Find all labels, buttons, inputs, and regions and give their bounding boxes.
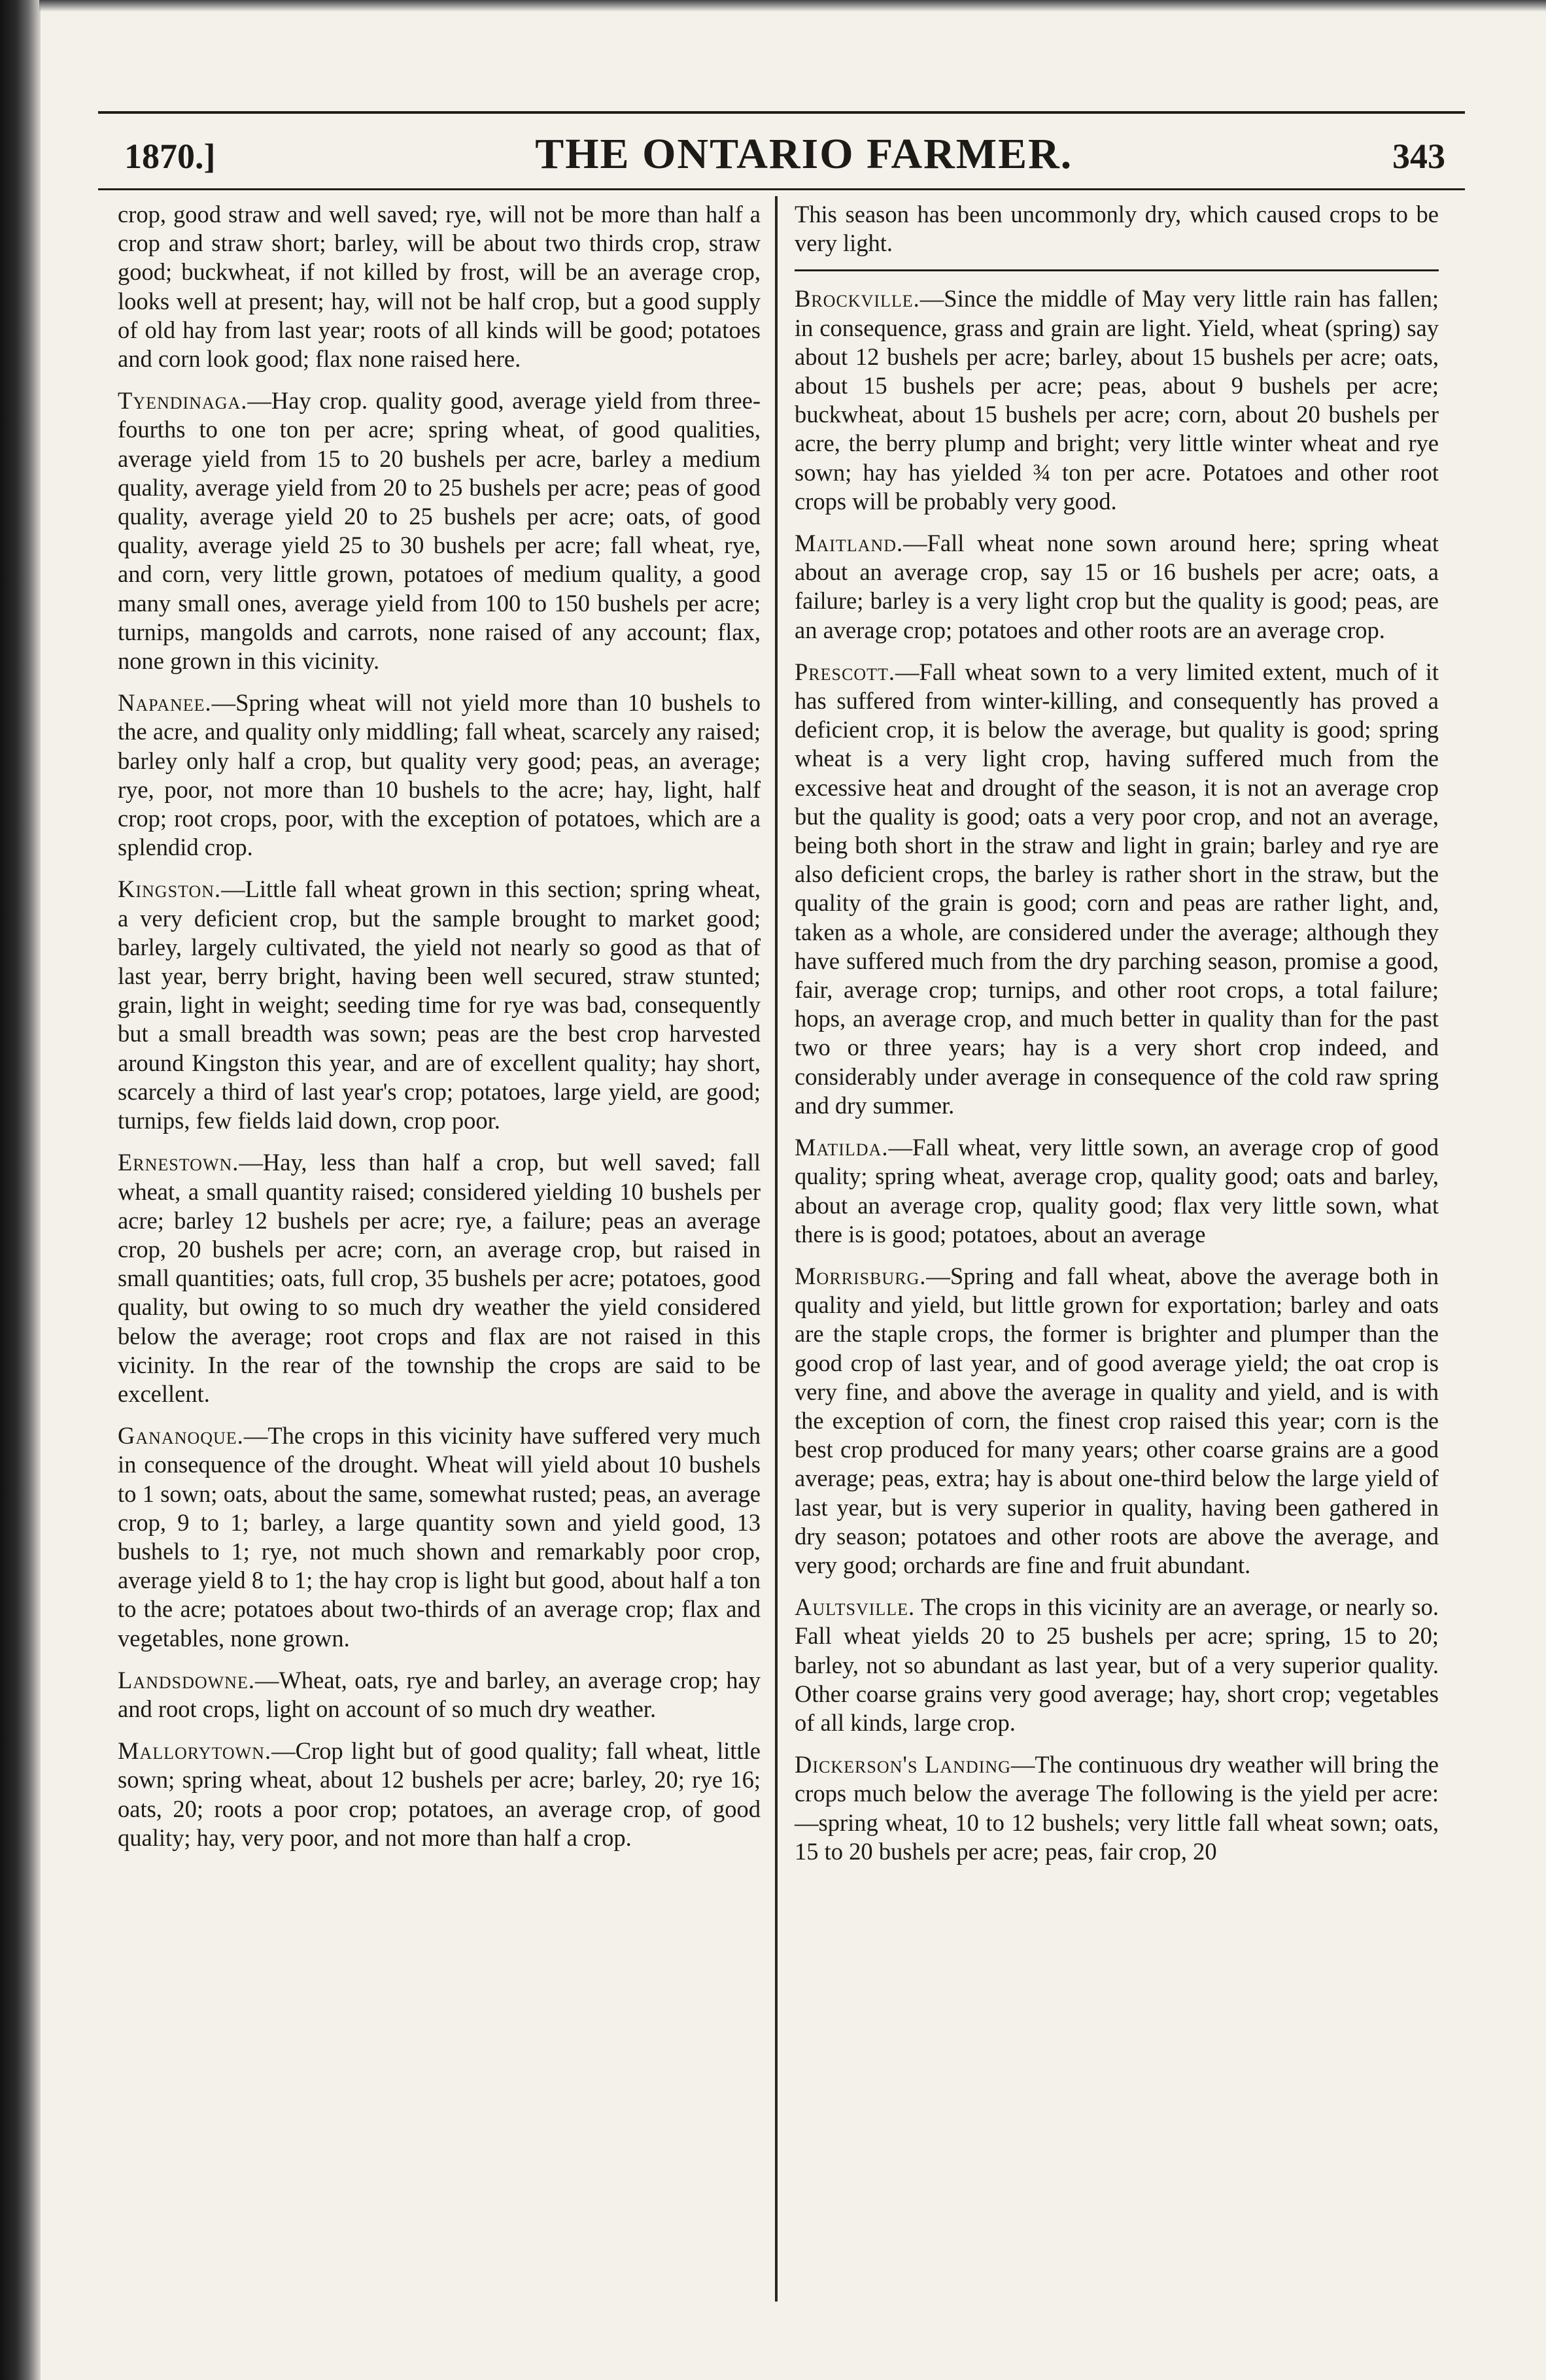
crop-report-maitland: Maitland.—Fall wheat none sown around here; spring wheat about an average crop, say 15 or 16 bushels per acre; oats, a failure; barley is a very light crop but the quality is good; peas, are an average crop; potatoes and other roots are an average crop. bbox=[795, 530, 1439, 643]
crop-report-paragraph: crop, good straw and well saved; rye, will not be more than half a crop and straw short; barley, will be about two thirds crop, straw good; buckwheat, if not killed by frost, will be an average crop, looks well at present; hay, will not be half crop, but a good supply of old hay from last year; roots of all kinds will be good; potatoes and corn look good; flax none raised here. bbox=[118, 201, 761, 373]
top-rule bbox=[98, 111, 1465, 114]
place-name: Kingston. bbox=[118, 876, 222, 903]
header-year: 1870.] bbox=[124, 137, 216, 176]
place-name: Gananoque. bbox=[118, 1422, 244, 1450]
crop-report-matilda: Matilda.—Fall wheat, very little sown, an average crop of good quality; spring wheat, average crop, quality good; oats and barley, about an average crop, quality good; flax very little sown, what there is is good; potatoes, about an average bbox=[795, 1134, 1439, 1248]
crop-report-aultsville: Aultsville. The crops in this vicinity are an average, or nearly so. Fall wheat yields 20 to 25 bushels per acre; spring, 15 to 20; barley, not so abundant as last year, but of a very superior quality. Other coarse grains very good average; hay, short crop; vegetables of all kinds, large crop. bbox=[795, 1593, 1439, 1736]
header-page-number: 343 bbox=[1392, 137, 1445, 176]
place-name: Landsdowne. bbox=[118, 1666, 255, 1693]
newspaper-page bbox=[98, 111, 1465, 2302]
crop-report-mallorytown: Mallorytown.—Crop light but of good quality; fall wheat, little sown; spring wheat, about 12 bushels per acre; barley, 20; rye 16; oats, 20; roots a poor crop; potatoes, an average crop, of good quality; hay, very poor, and not more than half a crop. bbox=[118, 1737, 761, 1851]
place-name: Ernestown. bbox=[118, 1149, 239, 1176]
left-column bbox=[98, 196, 775, 2302]
place-name: Prescott. bbox=[795, 658, 895, 685]
right-column bbox=[778, 196, 1454, 2302]
article-columns bbox=[98, 196, 1465, 2302]
crop-report-gananoque: Gananoque.—The crops in this vicinity have suffered very much in consequence of the drought. Wheat will yield about 10 bushels to 1 sown; oats, about the same, somewhat rusted; peas, an average crop, 9 to 1; barley, a large quantity sown and yield good, 13 bushels to 1; rye, not much shown and remarkably poor crop, average yield 8 to 1; the hay crop is light but good, about half a ton to the acre; potatoes about two-thirds of an average crop; flax and vegetables, none grown. bbox=[118, 1422, 761, 1652]
header-title: THE ONTARIO FARMER. bbox=[535, 130, 1073, 178]
place-name: Morrisburg. bbox=[795, 1262, 927, 1289]
crop-report-brockville: Brockville.—Since the middle of May very little rain has fallen; in consequence, grass and grain are light. Yield, wheat (spring) say about 12 bushels per acre; barley, about 15 bushels per acre; oats, about 15 bushels per acre; peas, about 9 bushels per acre; buckwheat, about 15 bushels per acre; corn, about 20 bushels per acre, the berry plump and bright; very little winter wheat and rye sown; hay has yielded ¾ ton per acre. Potatoes and other root crops will be probably very good. bbox=[795, 285, 1439, 515]
crop-report-paragraph: This season has been uncommonly dry, which caused crops to be very light. bbox=[795, 200, 1439, 271]
binding-edge bbox=[0, 0, 41, 2380]
place-name: Brockville. bbox=[795, 285, 920, 313]
place-name: Matilda. bbox=[795, 1134, 889, 1161]
place-name: Dickerson's Landing bbox=[795, 1751, 1011, 1778]
place-name: Maitland. bbox=[795, 530, 904, 557]
crop-report-landsdowne: Landsdowne.—Wheat, oats, rye and barley, an average crop; hay and root crops, light on account of so much dry weather. bbox=[118, 1666, 761, 1722]
place-name: Mallorytown. bbox=[118, 1737, 272, 1765]
place-name: Napanee. bbox=[118, 689, 212, 717]
place-name: Tyendinaga. bbox=[118, 387, 248, 415]
crop-report-prescott: Prescott.—Fall wheat sown to a very limited extent, much of it has suffered from winter-killing, and consequently has proved a deficient crop, it is below the average, but quality is good; spring wheat is a very light crop, having suffered much from the excessive heat and drought of the season, it is not an average crop but the quality is good; oats a very poor crop, and not an average, being both short in the straw and light in grain; barley and rye are also deficient crops, the barley is rather short in the straw, but the quality of the grain is good; corn and peas are rather light, and, taken as a whole, are considered under the average; although they have suffered much from the dry parching season, promise a good, fair, average crop; turnips, and other root crops, a total failure; hops, an average crop, and much better in quality than for the past two or three years; hay is a very short crop indeed, and considerably under average in consequence of the cold raw spring and dry summer. bbox=[795, 658, 1439, 1119]
crop-report-morrisburg: Morrisburg.—Spring and fall wheat, above the average both in quality and yield, but little grown for exportation; barley and oats are the staple crops, the former is brighter and plumper than the good crop of last year, and of good average yield; the oat crop is very fine, and above the average in quality and yield, and is with the exception of corn, the finest crop raised this year; corn is the best crop produced for many years; other coarse grains are a good average; peas, extra; hay is about one-third below the large yield of last year, but is very superior in quality, having been gathered in dry season; potatoes and other roots are above the average, and very good; orchards are fine and fruit abundant. bbox=[795, 1262, 1439, 1578]
place-name: Aultsville. bbox=[795, 1593, 916, 1621]
crop-report-kingston: Kingston.—Little fall wheat grown in this section; spring wheat, a very deficient crop, but the sample brought to market good; barley, largely cultivated, the yield not nearly so good as that of last year, berry bright, having been well secured, straw stunted; grain, light in weight; seeding time for rye was bad, consequently but a small breadth was sown; peas are the best crop harvested around Kingston this year, and are of excellent quality; hay short, scarcely a third of last year's crop; potatoes, large yield, are good; turnips, few fields laid down, crop poor. bbox=[118, 876, 761, 1134]
crop-report-napanee: Napanee.—Spring wheat will not yield more than 10 bushels to the acre, and quality only middling; fall wheat, scarcely any raised; barley only half a crop, but quality very good; peas, an average; rye, poor, not more than 10 bushels to the acre; hay, light, half crop; root crops, poor, with the exception of potatoes, which are a splendid crop. bbox=[118, 689, 761, 861]
header-rule bbox=[98, 188, 1465, 190]
crop-report-dickersons-landing: Dickerson's Landing—The continuous dry weather will bring the crops much below the average The following is the yield per acre:—spring wheat, 10 to 12 bushels; very little fall wheat sown; oats, 15 to 20 bushels per acre; peas, fair crop, 20 bbox=[795, 1751, 1439, 1865]
page-header bbox=[98, 129, 1465, 182]
crop-report-tyendinaga: Tyendinaga.—Hay crop. quality good, average yield from three-fourths to one ton per acre; spring wheat, of good qualities, average yield from 15 to 20 bushels per acre, barley a medium quality, average yield from 20 to 25 bushels per acre; peas of good quality, average yield 20 to 25 bushels per acre; oats, of good quality, average yield 25 to 30 bushels per acre; fall wheat, rye, and corn, very little grown, potatoes of medium quality, a good many small ones, average yield from 100 to 150 bushels per acre; turnips, mangolds and carrots, none raised of any account; flax, none grown in this vicinity. bbox=[118, 387, 761, 675]
crop-report-ernestown: Ernestown.—Hay, less than half a crop, but well saved; fall wheat, a small quantity raised; considered yielding 10 bushels per acre; barley 12 bushels per acre; rye, a failure; peas an average crop, 20 bushels per acre; corn, an average crop, but raised in small quantities; oats, full crop, 35 bushels per acre; potatoes, good quality, but owing to so much dry weather the yield considered below the average; root crops and flax are not raised in this vicinity. In the rear of the township the crops are said to be excellent. bbox=[118, 1149, 761, 1407]
page-top-shadow bbox=[39, 0, 1546, 12]
